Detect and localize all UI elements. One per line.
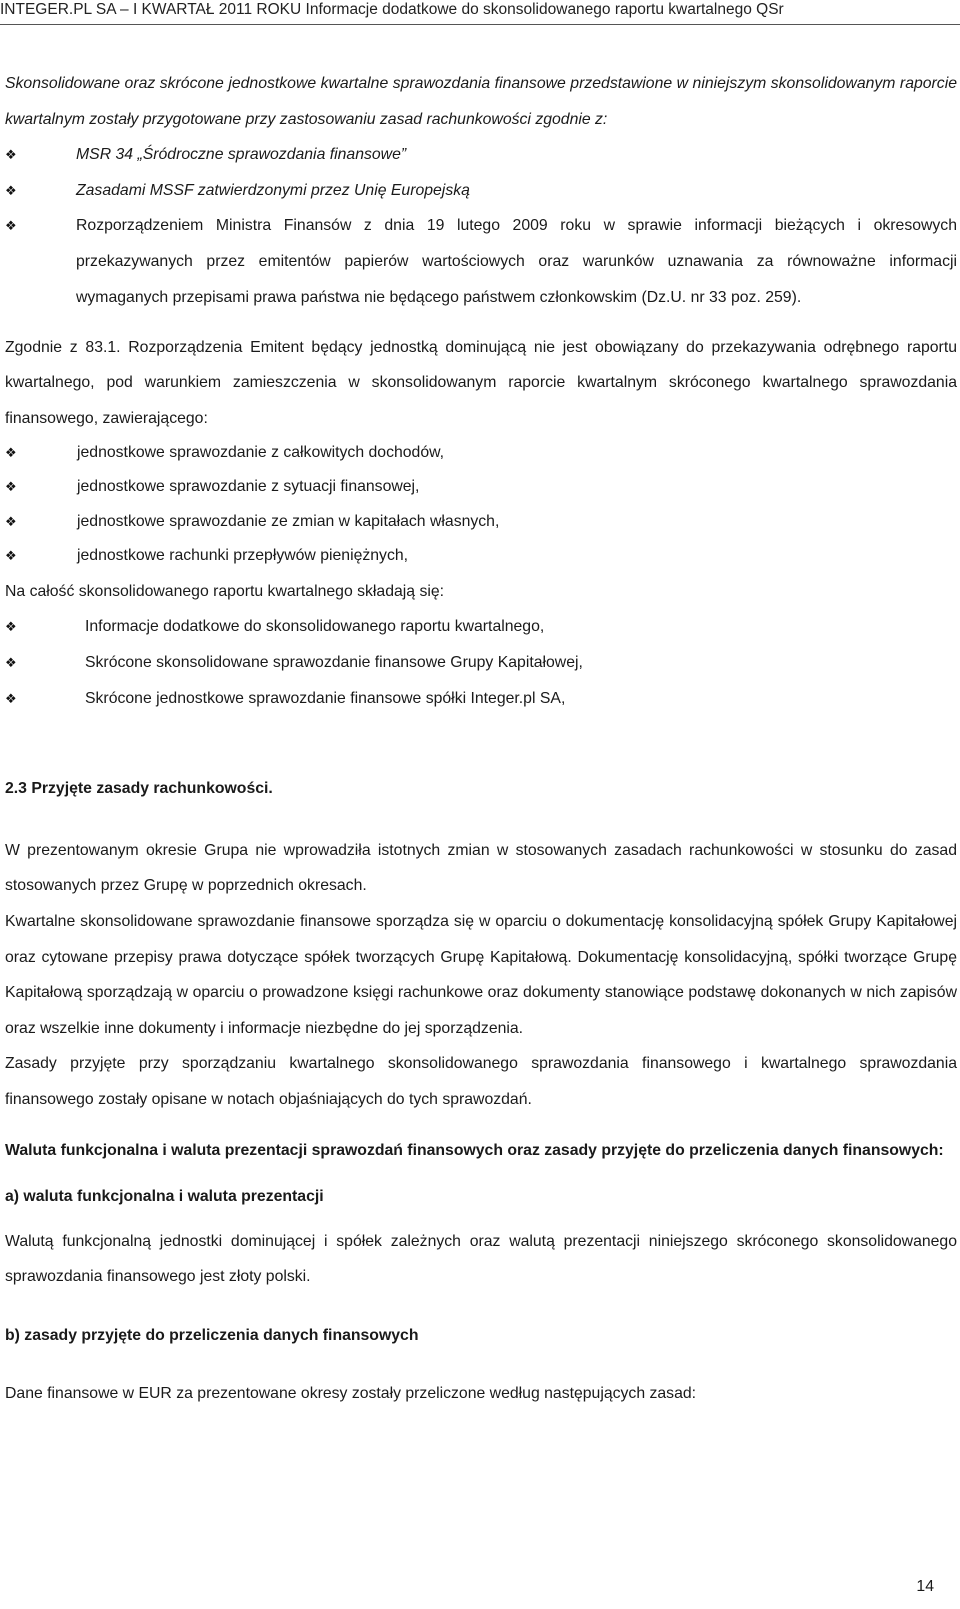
- subheading-a: a) waluta funkcjonalna i waluta prezentacji: [5, 1187, 324, 1205]
- diamond-cluster-icon: ❖: [5, 147, 17, 163]
- list-item: ❖ jednostkowe sprawozdanie z całkowitych dochodów,: [5, 436, 957, 471]
- list-item: ❖ Zasadami MSSF zatwierdzonymi przez Unię Europejską: [5, 173, 957, 209]
- diamond-cluster-icon: ❖: [5, 182, 17, 198]
- diamond-cluster-icon: ❖: [5, 655, 17, 671]
- list-item: ❖ jednostkowe sprawozdanie z sytuacji finansowej,: [5, 470, 957, 505]
- diamond-cluster-icon: ❖: [5, 690, 17, 706]
- section-heading: 2.3 Przyjęte zasady rachunkowości.: [5, 779, 273, 797]
- page-number: 14: [916, 1578, 934, 1595]
- report-composition-intro: Na całość skonsolidowanego raportu kwartalnego składają się:: [5, 582, 445, 600]
- standards-list: [5, 137, 957, 315]
- section-paragraph: Kwartalne skonsolidowane sprawozdanie finansowe sporządza się w oparciu o dokumentację konsolidacyjną spółek Grupy Kapitałowej oraz cytowane przepisy prawa dotyczące spółek tworzących Grupę Kapitałową. Dokumentację konsolidacyjną, spółki tworzące Grupę Kapitałową sporządzają w oparciu o prowadzone księgi rachunkowe oraz dokumenty stanowiące podstawę dokonanych w nich zapisów oraz wszelkie inne dokumenty i informacje niezbędne do jej sporządzenia.: [5, 912, 957, 1037]
- list-item: ❖ jednostkowe sprawozdanie ze zmian w kapitałach własnych,: [5, 505, 957, 540]
- diamond-cluster-icon: ❖: [5, 548, 17, 564]
- standalone-statements-list: [5, 436, 957, 574]
- diamond-cluster-icon: ❖: [5, 479, 17, 495]
- document-header: INTEGER.PL SA – I KWARTAŁ 2011 ROKU Informacje dodatkowe do skonsolidowanego raportu kwartalnego QSr: [0, 1, 784, 18]
- diamond-cluster-icon: ❖: [5, 218, 17, 234]
- header-divider: [0, 24, 960, 25]
- diamond-cluster-icon: ❖: [5, 619, 17, 635]
- list-item: ❖ MSR 34 „Śródroczne sprawozdania finansowe”: [5, 137, 957, 173]
- conversion-paragraph: Dane finansowe w EUR za prezentowane okresy zostały przeliczone według następujących zasad:: [5, 1384, 697, 1402]
- subheading-b: b) zasady przyjęte do przeliczenia danych finansowych: [5, 1326, 419, 1344]
- section-paragraph: W prezentowanym okresie Grupa nie wprowadziła istotnych zmian w stosowanych zasadach rachunkowości w stosunku do zasad stosowanych przez Grupę w poprzednich okresach.: [5, 841, 957, 895]
- diamond-cluster-icon: ❖: [5, 513, 17, 529]
- report-composition-list: [5, 609, 957, 716]
- page-body: [5, 66, 957, 1405]
- list-item: ❖ Informacje dodatkowe do skonsolidowanego raportu kwartalnego,: [5, 609, 957, 645]
- currency-paragraph: Walutą funkcjonalną jednostki dominującej i spółek zależnych oraz walutą prezentacji niniejszego skróconego skonsolidowanego sprawozdania finansowego jest złoty polski.: [5, 1232, 957, 1286]
- intro-paragraph: Skonsolidowane oraz skrócone jednostkowe kwartalne sprawozdania finansowe przedstawione w niniejszym skonsolidowanym raporcie kwartalnym zostały przygotowane przy zastosowaniu zasad rachunkowości zgodnie z:: [5, 75, 957, 128]
- regulation-paragraph: Zgodnie z 83.1. Rozporządzenia Emitent będący jednostką dominującą nie jest obowiązany do przekazywania odrębnego raportu kwartalnego, pod warunkiem zamieszczenia w skonsolidowanym raporcie kwartalnym skróconego kwartalnego sprawozdania finansowego, zawierającego:: [5, 339, 957, 427]
- list-item: ❖ jednostkowe rachunki przepływów pieniężnych,: [5, 539, 957, 574]
- list-item: ❖ Skrócone skonsolidowane sprawozdanie finansowe Grupy Kapitałowej,: [5, 645, 957, 681]
- section-paragraph: Zasady przyjęte przy sporządzaniu kwartalnego skonsolidowanego sprawozdania finansowego i kwartalnego sprawozdania finansowego zostały opisane w notach objaśniających do tych sprawozdań.: [5, 1055, 957, 1108]
- list-item: ❖ Rozporządzeniem Ministra Finansów z dnia 19 lutego 2009 roku w sprawie informacji bieżących i okresowych przekazywanych przez emitentów papierów wartościowych oraz warunków uznawania za równoważne informacji wymaganych przepisami prawa państwa nie będącego państwem członkowskim (Dz.U. nr 33 poz. 259).: [5, 208, 957, 315]
- currency-heading: Waluta funkcjonalna i waluta prezentacji sprawozdań finansowych oraz zasady przyjęte do przeliczenia danych finansowych:: [5, 1141, 944, 1159]
- list-item: ❖ Skrócone jednostkowe sprawozdanie finansowe spółki Integer.pl SA,: [5, 681, 957, 717]
- diamond-cluster-icon: ❖: [5, 444, 17, 460]
